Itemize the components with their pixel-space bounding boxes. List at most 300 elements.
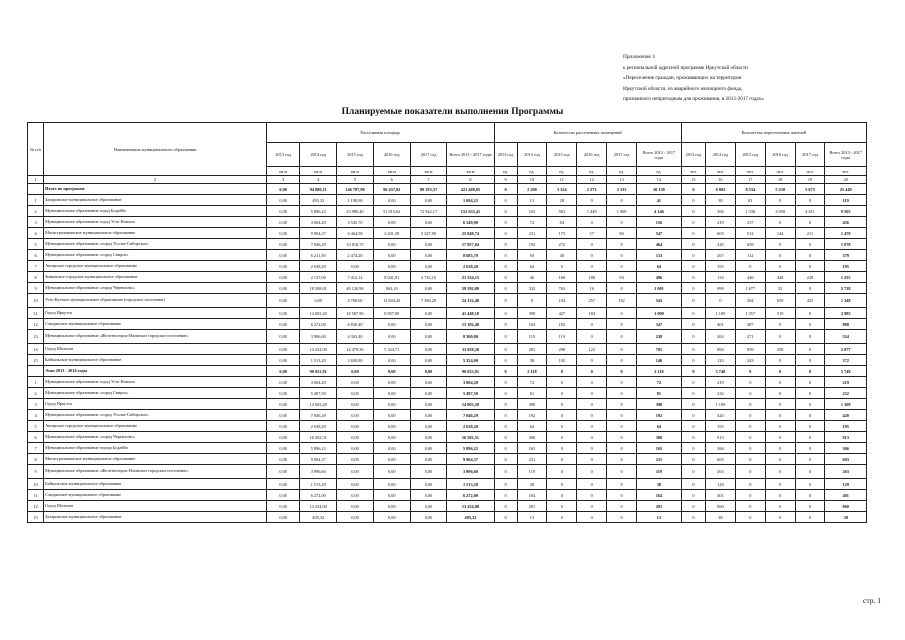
municipality-name: Муниципальное образование «Железногорск-Илимское городское поселение» [44,465,267,479]
municipality-name: Муниципальное образование город Усть-Илимск [44,377,267,388]
row-number [28,184,44,195]
year-header: Всего 2013 - 2017 годы [637,143,682,167]
municipality-name: Заларинское муниципальное образование [44,512,267,523]
row-number: 13 [28,330,44,344]
appendix-line: Приложение 3 [623,54,655,60]
value-cell: 0,00 [267,479,300,490]
municipality-name: Усть-Кутское муниципальное образование (городское поселение) [44,294,267,308]
value-cell: 3 058 [765,206,795,217]
value-cell: 0 [735,377,765,388]
value-cell: 0 [765,443,795,454]
value-cell: 14 003,20 [300,399,337,410]
value-cell: 182 [607,294,637,308]
value-cell: 10 138 [637,184,682,195]
value-cell: 1 078 [825,239,867,250]
value-cell: 1 694,22 [447,195,494,206]
table-row [28,272,867,283]
value-cell: 81 [517,388,547,399]
value-cell: 0,00 [267,272,300,283]
value-cell: 0,00 [410,399,447,410]
year-header: 2015 год [547,143,577,167]
value-cell: 89 293,37 [410,184,447,195]
value-cell: 0 [681,432,705,443]
value-cell: 133 [637,250,682,261]
value-cell: 0,00 [337,261,374,272]
value-cell: 0 [735,261,765,272]
value-cell: 0 [577,490,607,501]
value-cell: 84 [547,217,577,228]
value-cell: 40 [547,250,577,261]
value-cell: 0 [547,410,577,421]
value-cell: 243 [735,355,765,366]
value-cell: 0 [795,355,825,366]
value-cell: 0 [607,479,637,490]
value-cell: 165 [517,206,547,217]
unit-header: кв.м [267,167,300,176]
value-cell: 421 408,05 [447,184,494,195]
value-cell: 0 [577,501,607,512]
value-cell: 0 [795,330,825,344]
value-cell: 119 [825,195,867,206]
value-cell: 0 [681,261,705,272]
unit-header: ед. [577,167,607,176]
value-cell: 81 [735,195,765,206]
value-cell: 0,00 [410,432,447,443]
unit-header: ед. [637,167,682,176]
value-cell: 0 [577,399,607,410]
unit-header: чел. [735,167,765,176]
value-cell: 0 [494,490,517,501]
value-cell: 0 [681,344,705,355]
municipality-name: Город Иркутск [44,399,267,410]
row-number: 7 [28,443,44,454]
index-cell: 5 [337,176,374,184]
value-cell: 0,00 [267,421,300,432]
value-cell: 90 437,82 [373,184,410,195]
municipality-name: Ангарское городское муниципальное образование [44,261,267,272]
group-header: Количество переселенных жителей [681,123,866,143]
index-cell: 2 [44,176,267,184]
value-cell: 18 587,90 [337,308,374,319]
value-cell: 0,00 [373,250,410,261]
value-cell: 192 [517,410,547,421]
value-cell: 13 [517,195,547,206]
value-cell: 3 545,70 [337,217,374,228]
value-cell: 0,00 [373,410,410,421]
value-cell: 0 [494,195,517,206]
value-cell: 0 [795,319,825,330]
municipality-name: Муниципальное образование «город Свирск» [44,250,267,261]
index-cell: 4 [300,176,337,184]
value-cell: 0 [547,512,577,523]
value-cell: 0,00 [410,344,447,355]
value-cell: 164 [517,319,547,330]
table-row [28,388,867,399]
value-cell: 0,00 [373,239,410,250]
value-cell: 5 896,22 [300,443,337,454]
index-cell: 8 [447,176,494,184]
value-cell: 0 [681,377,705,388]
value-cell: 603 [825,454,867,465]
value-cell: 859 [735,344,765,355]
municipality-name: Магистральнинское муниципальное образование [44,228,267,239]
year-header: 2017 год [795,143,825,167]
value-cell: 231 [637,454,682,465]
value-cell: 13 254,00 [300,501,337,512]
value-cell: 0,00 [373,355,410,366]
value-cell: 0 [547,443,577,454]
value-cell: 0 [494,294,517,308]
value-cell: 119 [637,465,682,479]
value-cell: 0,00 [300,294,337,308]
value-cell: 2 638,20 [300,261,337,272]
value-cell: 0,00 [267,344,300,355]
row-number: 6 [28,432,44,443]
value-cell: 0 [765,261,795,272]
value-cell: 0 [547,261,577,272]
value-cell: 165 [517,443,547,454]
value-cell: 0,00 [267,490,300,501]
value-cell: 0,00 [267,228,300,239]
value-cell: 487 [735,319,765,330]
municipality-name: Байкальское муниципальное образование [44,355,267,366]
value-cell: 0 [681,217,705,228]
value-cell: 0 [547,388,577,399]
value-cell: 3 996,60 [300,330,337,344]
group-header: Расселяемая площадь [267,123,495,143]
value-cell: 119 [517,465,547,479]
value-cell: 0 [795,454,825,465]
value-cell: 0,00 [267,195,300,206]
value-cell: 0 [765,330,795,344]
value-cell: 0 [681,388,705,399]
value-cell: 0 [494,239,517,250]
unit-header: ед. [517,167,547,176]
table-row [28,512,867,523]
value-cell: 0 [494,377,517,388]
value-cell: 1 513,20 [300,479,337,490]
value-cell: 0 [681,195,705,206]
appendix-line: «Переселение граждан, проживающих на территории [623,75,742,81]
value-cell: 7 046,29 [300,410,337,421]
year-header: Всего 2013 - 2017 годы [825,143,867,167]
value-cell: 0 [607,366,637,377]
value-cell: 0,00 [373,421,410,432]
value-cell: 272 [547,239,577,250]
value-cell: 0,00 [267,261,300,272]
municipality-name: Муниципальное образование «город Свирск» [44,388,267,399]
value-cell: 0,00 [337,490,374,501]
value-cell: 0,00 [267,366,300,377]
value-cell: 0 [577,454,607,465]
municipality-name: Слюдянское муниципальное образование [44,490,267,501]
value-cell: 2 474,20 [337,250,374,261]
value-cell: 5 748 [705,366,735,377]
value-cell: 0 [577,217,607,228]
value-cell: 23 980,40 [337,206,374,217]
value-cell: 0,00 [373,261,410,272]
value-cell: 184 [577,308,607,319]
value-cell: 271 [735,330,765,344]
value-cell: 14 003,20 [300,308,337,319]
value-cell: 0 [765,479,795,490]
value-cell: 7 046,29 [300,239,337,250]
table-row [28,308,867,319]
year-header: 2017 год [607,143,637,167]
value-cell: 0,00 [410,410,447,421]
value-cell: 495,32 [300,512,337,523]
value-cell: 41 448,10 [447,308,494,319]
value-cell: 401 [825,490,867,501]
value-cell: 0 [735,490,765,501]
value-cell: 5 896,22 [300,206,337,217]
index-cell: 3 [267,176,300,184]
value-cell: 0,00 [373,377,410,388]
value-cell: 0 [577,355,607,366]
value-cell: 0 [547,399,577,410]
value-cell: 0,00 [410,479,447,490]
value-cell: 0,00 [337,465,374,479]
value-cell: 0 [795,421,825,432]
value-cell: 219 [705,217,735,228]
value-cell: 0 [795,239,825,250]
value-cell: 5 675 [795,184,825,195]
year-header: 2014 год [300,143,337,167]
value-cell: 72 942,17 [410,206,447,217]
value-cell: 0,00 [267,410,300,421]
value-cell: 547 [637,228,682,239]
value-cell: 0 [735,465,765,479]
value-cell: 0 [607,490,637,501]
value-cell: 0,00 [337,421,374,432]
value-cell: 38 [637,479,682,490]
value-cell: 860 [705,344,735,355]
value-cell: 0 [577,250,607,261]
value-cell: 358 [765,344,795,355]
value-cell: 2 728 [825,283,867,294]
value-cell: 298 [547,344,577,355]
row-number: 12 [28,501,44,512]
value-cell: 425 [795,294,825,308]
value-cell: 228 [795,272,825,283]
value-cell: 2 077 [825,344,867,355]
value-cell: 1 109 [825,399,867,410]
value-cell: 563 [547,206,577,217]
value-cell: 0 [494,465,517,479]
value-cell: 0 [494,454,517,465]
value-cell: 0 [795,261,825,272]
value-cell: 0,00 [410,454,447,465]
value-cell: 152 633,41 [447,206,494,217]
value-cell: 0 [765,355,795,366]
table-row [28,283,867,294]
year-header: Всего 2013 - 2017 годы [447,143,494,167]
value-cell: 2 118 [517,366,547,377]
value-cell: 0 [735,410,765,421]
value-cell: 1 001 [637,283,682,294]
group-header: Количество расселенных помещений [494,123,681,143]
value-cell: 188 [577,272,607,283]
value-cell: 0 [681,272,705,283]
value-cell: 28 [547,195,577,206]
value-cell: 0 [494,366,517,377]
table-row [28,195,867,206]
value-cell: 0 [607,344,637,355]
value-cell: 33 058,20 [447,344,494,355]
value-cell: 12 604,20 [373,294,410,308]
value-cell: 0 [795,283,825,294]
row-number: 4 [28,410,44,421]
value-cell: 0 [681,239,705,250]
value-cell: 0 [681,184,705,195]
value-cell: 0,00 [410,217,447,228]
value-cell: 0,00 [337,377,374,388]
value-cell: 0 [765,377,795,388]
row-number: 13 [28,512,44,523]
value-cell: 0 [735,366,765,377]
value-cell: 4 303,40 [337,330,374,344]
year-header: 2016 год [765,143,795,167]
index-cell: 7 [410,176,447,184]
value-cell: 0 [681,206,705,217]
value-cell: 2 638,20 [447,261,494,272]
value-cell: 1 009 [637,308,682,319]
value-cell: 0,00 [337,388,374,399]
row-number: 3 [28,217,44,228]
value-cell: 0 [795,410,825,421]
value-cell: 398 [517,308,547,319]
value-cell: 0 [547,490,577,501]
municipality-name: Итого по программе [44,184,267,195]
value-cell: 129 [825,479,867,490]
value-cell: 0 [494,319,517,330]
value-cell: 0 [795,250,825,261]
table-row [28,490,867,501]
value-cell: 0 [577,512,607,523]
value-cell: 0,00 [267,399,300,410]
value-cell: 0,00 [267,512,300,523]
value-cell: 0 [607,443,637,454]
municipality-name: Город Иркутск [44,308,267,319]
value-cell: 0 [681,399,705,410]
value-cell: 9 904,37 [300,228,337,239]
value-cell: 999 [705,283,735,294]
value-cell: 0 [765,432,795,443]
value-cell: 0 [577,421,607,432]
value-cell: 232 [825,388,867,399]
value-cell: 0,00 [267,217,300,228]
value-cell: 13 102,40 [447,319,494,330]
value-cell: 0 [735,501,765,512]
value-cell: 0 [494,512,517,523]
value-cell: 3 743,10 [410,272,447,283]
value-cell: 94 880,11 [300,184,337,195]
value-cell: 8 857,00 [373,308,410,319]
value-cell: 13 254,00 [300,344,337,355]
unit-header: кв.м [410,167,447,176]
value-cell: 0 [494,283,517,294]
value-cell: 398 [517,399,547,410]
value-cell: 0 [681,308,705,319]
value-cell: 366 [705,206,735,217]
value-cell: 57 [577,228,607,239]
value-cell: 104 [547,294,577,308]
value-cell: 0,00 [267,250,300,261]
value-cell: 0,00 [337,512,374,523]
value-cell: 0,00 [337,410,374,421]
value-cell: 0 [735,432,765,443]
value-cell: 0 [607,217,637,228]
value-cell: 0,00 [373,432,410,443]
value-cell: 38 [517,355,547,366]
value-cell: 0 [681,421,705,432]
unit-header: кв.м [447,167,494,176]
value-cell: 219 [705,377,735,388]
value-cell: 6 549,90 [447,217,494,228]
index-cell: 15 [681,176,705,184]
value-cell: 0 [607,250,637,261]
value-cell: 0,00 [267,432,300,443]
value-cell: 0 [494,479,517,490]
value-cell: 0,00 [267,454,300,465]
value-cell: 0 [735,388,765,399]
unit-header: чел. [765,167,795,176]
table-row [28,217,867,228]
value-cell: 347 [637,319,682,330]
unit-header: ед. [547,167,577,176]
value-cell: 263 [705,330,735,344]
unit-header: кв.м [373,167,410,176]
value-cell: 0 [607,239,637,250]
value-cell: 0,00 [410,308,447,319]
value-cell: 6 272,00 [300,490,337,501]
index-cell: 14 [637,176,682,184]
value-cell: 0,00 [267,308,300,319]
value-cell: 7 046,29 [447,410,494,421]
value-cell: 603 [705,454,735,465]
value-cell: 701 [637,344,682,355]
value-cell: 0 [494,250,517,261]
value-cell: 0 [577,330,607,344]
value-cell: 0,00 [337,501,374,512]
value-cell: 129 [705,355,735,366]
value-cell: 0 [681,479,705,490]
value-cell: 2 137,00 [300,272,337,283]
value-cell: 3 324 [547,184,577,195]
value-cell: 332 [517,283,547,294]
value-cell: 2 638,20 [447,421,494,432]
table-row [28,366,867,377]
value-cell: 3 431,59 [373,228,410,239]
table-row [28,479,867,490]
value-cell: 0,00 [410,195,447,206]
value-cell: 0 [577,465,607,479]
header-row-groups [28,123,867,143]
value-cell: 1 255 [825,272,867,283]
value-cell: 8 041,91 [373,272,410,283]
municipality-name: Город Шелехов [44,344,267,355]
value-cell: 119 [517,330,547,344]
value-cell: 0 [547,501,577,512]
value-cell: 0 [795,217,825,228]
value-cell: 0 [681,443,705,454]
value-cell: 300 [517,432,547,443]
value-cell: 0,00 [267,377,300,388]
index-cell: 9 [494,176,517,184]
value-cell: 1 348 [825,294,867,308]
value-cell: 5 497,50 [300,388,337,399]
table-row [28,399,867,410]
